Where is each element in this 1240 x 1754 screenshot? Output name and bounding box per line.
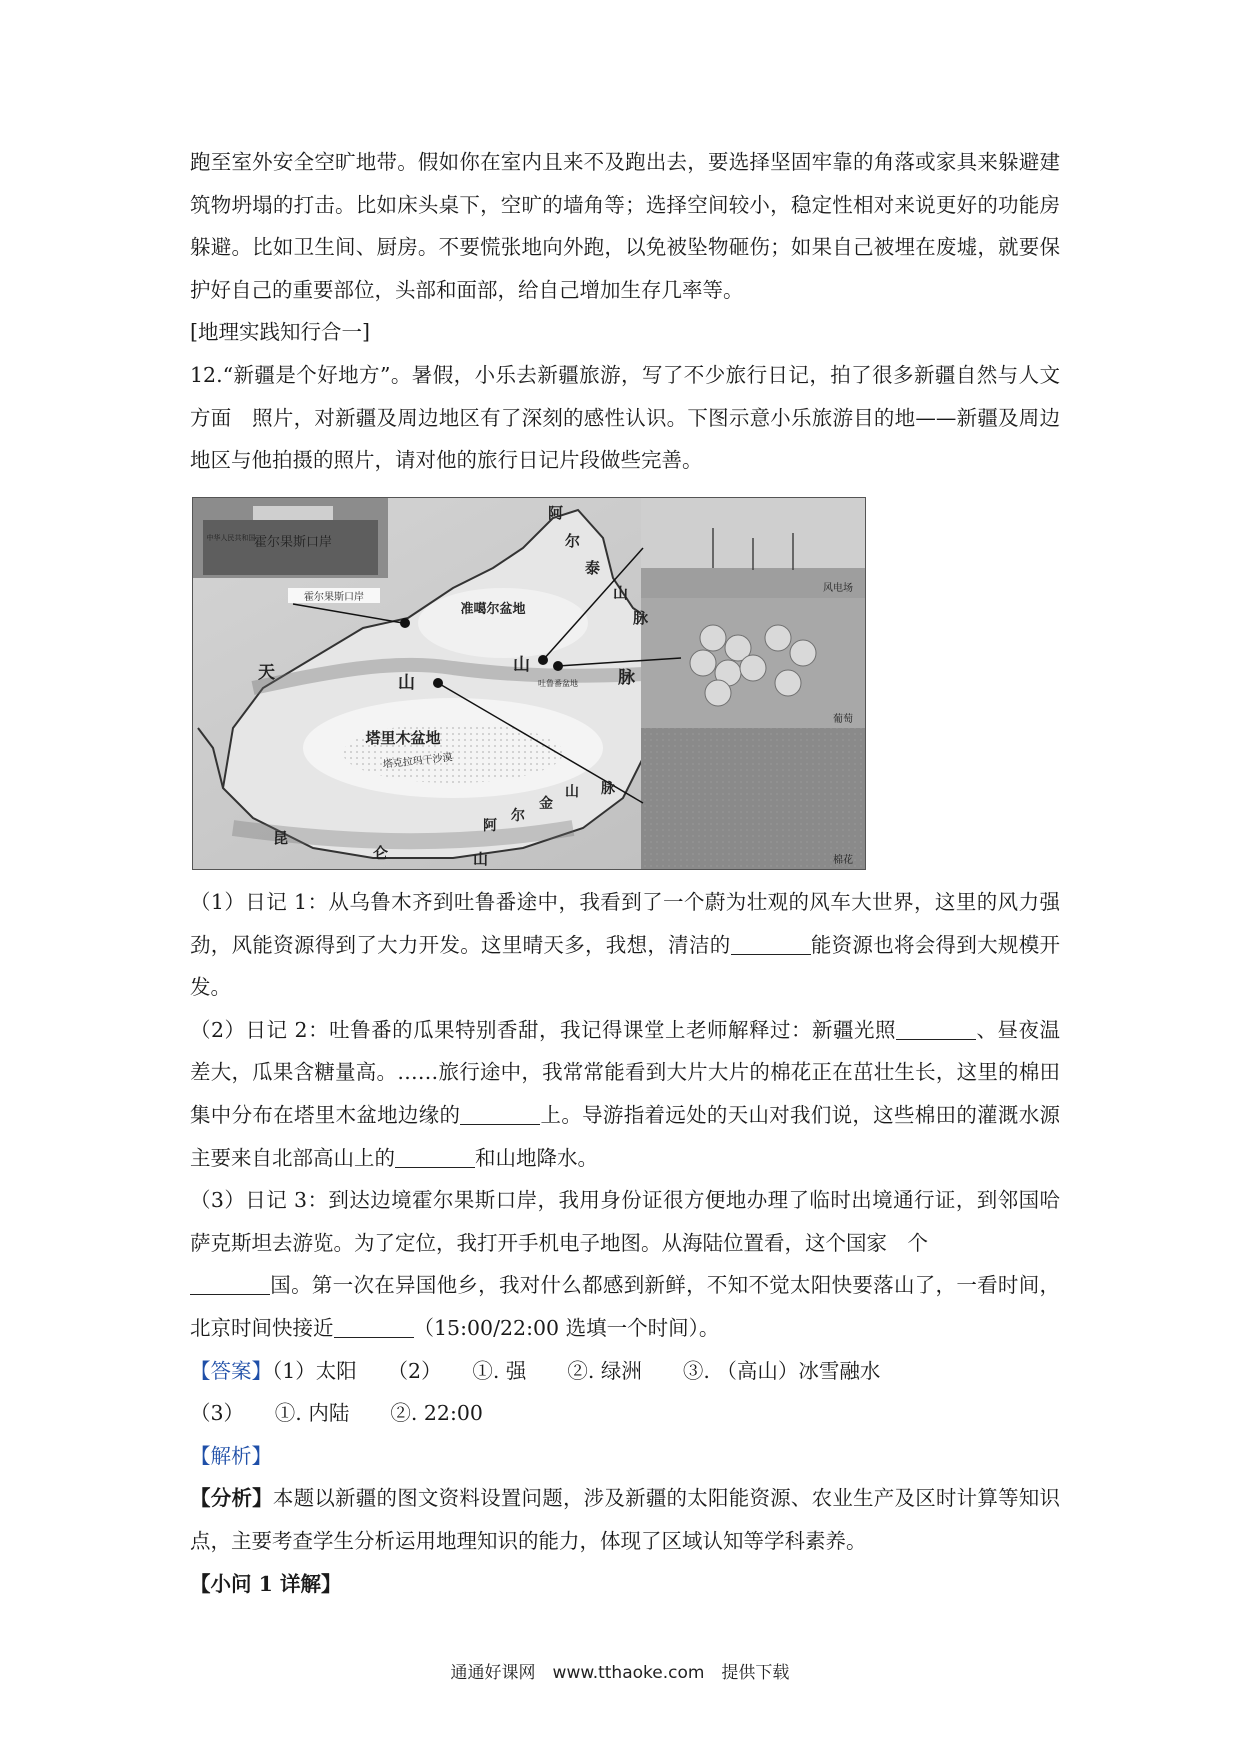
- altai-char-3: 泰: [585, 559, 601, 577]
- q1-text-before: （1）日记 1：从乌鲁木齐到吐鲁番途中，我看到了一个蔚为壮观的风车大世界，这里的风力强劲，风能资源得到了大力开发。这里晴天多，我想，清洁的: [190, 890, 1060, 957]
- kunlun-char-1: 昆: [273, 829, 289, 847]
- answer-tag: 【答案】: [190, 1358, 272, 1383]
- analysis-paragraph: [190, 1477, 1060, 1562]
- page-footer: 通通好课网 www.tthaoke.com 提供下载: [450, 1663, 790, 1683]
- question-2: [190, 1009, 1060, 1179]
- q2-blank-1[interactable]: [896, 1018, 976, 1040]
- tianshan-char-4: 脉: [618, 668, 635, 688]
- cotton-photo-label: 棉花: [833, 855, 853, 866]
- answer-text-1: （1）太阳 （2） ①. 强 ②. 绿洲 ③. （高山）冰雪融水: [272, 1358, 881, 1383]
- q2-text-2: 、昼夜温差大，瓜果含糖量高。……旅行途中，我常常能看到大片大片的棉花正在茁壮生长，这里的棉田集中分布在塔里木盆地边缘的: [190, 1017, 1061, 1127]
- gate-top-sign: [253, 506, 333, 520]
- altun-char-1: 阿: [483, 818, 497, 834]
- answer-line-1: [190, 1350, 1060, 1393]
- grape-photo-label: 葡萄: [833, 714, 853, 725]
- gate-sign-text: 霍尔果斯口岸: [253, 535, 333, 550]
- section-heading: [地理实践知行合一]: [190, 320, 370, 345]
- kunlun-char-2: 仑: [373, 844, 389, 862]
- turpan-point: [553, 661, 563, 671]
- question-12-stem: 12.“新疆是个好地方”。暑假，小乐去新疆旅游，写了不少旅行日记，拍了很多新疆自然与人文方面 照片，对新疆及周边地区有了深刻的感性认识。下图示意小乐旅游目的地——新疆及周边地区与他拍摄的照片，请对他的旅行日记片段做些完善。: [190, 362, 1060, 473]
- paragraph-earthquake: 跑至室外安全空旷地带。假如你在室内且来不及跑出去，要选择坚固牢靠的角落或家具来躲避建筑物坍塌的打击。比如床头桌下，空旷的墙角等；选择空间较小，稳定性相对来说更好的功能房躲避。比如卫生间、厨房。不要慌张地向外跑，以免被坠物砸伤；如果自己被埋在废墟，就要保护好自己的重要部位，头部和面部，给自己增加生存几率等。: [190, 150, 1060, 302]
- analysis-text: 本题以新疆的图文资料设置问题，涉及新疆的太阳能资源、农业生产及区时计算等知识点，主要考查学生分析运用地理知识的能力，体现了区域认知等学科素养。: [190, 1486, 1061, 1553]
- kunlun-char-3: 山: [473, 850, 489, 868]
- top-text-block: [190, 141, 1060, 482]
- tarim-label: 塔里木盆地: [365, 729, 441, 747]
- q3-text-1: （3）日记 3：到达边境霍尔果斯口岸，我用身份证很方便地办理了临时出境通行证，到邻国哈萨克斯坦去游览。为了定位，我打开手机电子地图。从海陆位置看，这个国家 个: [190, 1188, 1060, 1255]
- altai-char-4: 山: [613, 584, 629, 602]
- taklimakan-label: 塔克拉玛干沙漠: [382, 752, 454, 771]
- q3-blank-1[interactable]: [190, 1274, 270, 1296]
- detail-tag: 【小问 1 详解】: [190, 1571, 342, 1596]
- altai-char-1: 阿: [548, 504, 564, 522]
- altai-char-2: 尔: [565, 532, 581, 550]
- urumqi-wind-point: [538, 655, 548, 665]
- khorgos-point: [400, 618, 410, 628]
- q2-text-3: 上。导游指着远处的天山对我们说，这些棉田的灌溉水源主要来自北部高山上的: [190, 1102, 1061, 1170]
- tianshan-char-3: 山: [513, 655, 530, 675]
- q1-text-after: 能资源也将会得到大规模开发。: [190, 932, 1061, 1000]
- q2-blank-3[interactable]: [395, 1146, 475, 1168]
- map-svg: [193, 498, 865, 869]
- q2-blank-2[interactable]: [460, 1104, 540, 1126]
- question-3: [190, 1179, 1060, 1349]
- tianshan-char-1: 天: [258, 663, 275, 683]
- altun-char-4: 山: [565, 784, 579, 800]
- q3-blank-2[interactable]: [334, 1317, 414, 1339]
- q2-text-1: （2）日记 2：吐鲁番的瓜果特别香甜，我记得课堂上老师解释过：新疆光照: [190, 1017, 897, 1042]
- turpan-label: 吐鲁番盆地: [538, 679, 578, 688]
- q2-text-4: 和山地降水。: [475, 1145, 598, 1170]
- questions-block: [190, 881, 1060, 1605]
- tianshan-char-2: 山: [398, 673, 415, 693]
- xinjiang-map-figure: [192, 497, 866, 870]
- junggar-basin-shape: [418, 588, 588, 658]
- khorgos-label: 霍尔果斯口岸: [304, 592, 364, 603]
- answer-line-2: （3） ①. 内陆 ②. 22:00: [190, 1401, 483, 1426]
- tarim-edge-point: [433, 678, 443, 688]
- q3-text-3: （15:00/22:00 选填一个时间）。: [413, 1315, 720, 1340]
- q3-text-2: 国。第一次在异国他乡，我对什么都感到新鲜，不知不觉太阳快要落山了，一看时间，北京时间快接近: [190, 1273, 1060, 1340]
- junggar-label: 准噶尔盆地: [460, 602, 526, 617]
- cotton-texture: [641, 728, 865, 869]
- altun-char-3: 金: [539, 796, 553, 812]
- analysis-sub-tag: 【分析】: [190, 1486, 273, 1511]
- altai-char-5: 脉: [633, 609, 649, 627]
- altun-char-5: 脉: [601, 781, 615, 797]
- altun-char-2: 尔: [511, 808, 525, 824]
- gate-sign-small: 中华人民共和国: [206, 534, 256, 542]
- question-1: [190, 881, 1060, 1009]
- analysis-tag: 【解析】: [190, 1443, 272, 1468]
- q1-blank[interactable]: [731, 933, 811, 955]
- wind-photo-label: 风电场: [823, 583, 853, 594]
